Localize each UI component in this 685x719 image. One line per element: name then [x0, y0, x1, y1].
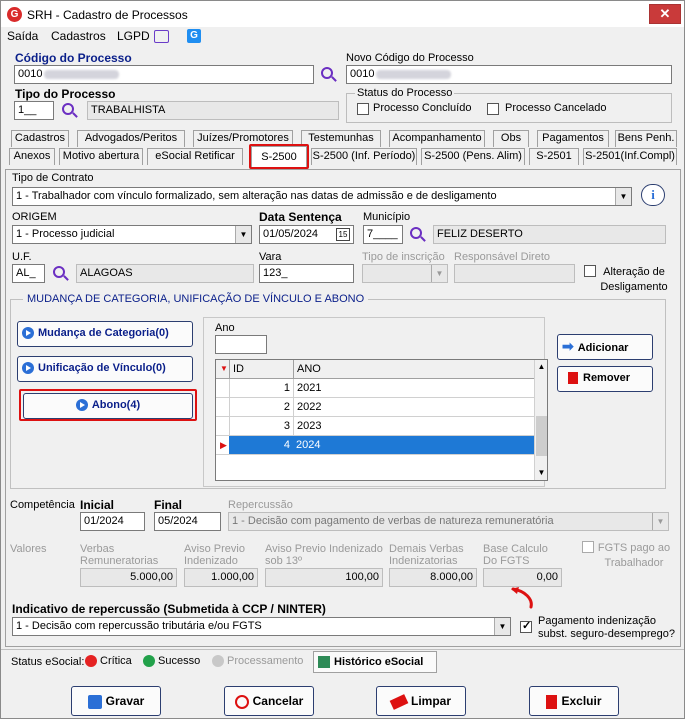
uf-label: U.F.: [12, 251, 32, 263]
base-label: Base Calculo Do FGTS: [483, 543, 548, 567]
table-row[interactable]: [216, 379, 534, 398]
arrow-right-icon: ➡: [562, 338, 574, 354]
indicativo-label: Indicativo de repercussão (Submetida à CCP / NINTER): [12, 602, 326, 616]
scrollbar-thumb[interactable]: [536, 416, 547, 456]
monitor-icon[interactable]: [154, 30, 169, 43]
table-row-selected[interactable]: [216, 436, 534, 455]
cancel-icon: [235, 695, 249, 709]
abono-grid: [215, 359, 548, 481]
menu-lgpd[interactable]: LGPD: [117, 29, 150, 43]
grid-header-id[interactable]: ID: [229, 360, 293, 378]
tab-pagamentos[interactable]: Pagamentos: [537, 130, 609, 147]
search-icon[interactable]: [410, 227, 422, 239]
grid-cell-id: 2: [229, 398, 293, 416]
tab-s2500[interactable]: S-2500: [251, 146, 307, 169]
historico-esocial-button[interactable]: Histórico eSocial: [313, 651, 437, 673]
final-field[interactable]: 05/2024: [154, 512, 221, 531]
cancelado-checkbox[interactable]: [487, 103, 499, 115]
adicionar-button[interactable]: ➡ Adicionar: [557, 334, 653, 360]
data-sentenca-label: Data Sentença: [259, 210, 342, 224]
municipio-name: FELIZ DESERTO: [433, 225, 666, 244]
status-esocial-label: Status eSocial:: [11, 656, 85, 668]
uf-name: ALAGOAS: [76, 264, 254, 283]
remover-button[interactable]: Remover: [557, 366, 653, 392]
gravar-button[interactable]: Gravar: [71, 686, 161, 716]
search-icon[interactable]: [53, 266, 65, 278]
abono-button[interactable]: Abono(4): [23, 393, 193, 419]
inicial-field[interactable]: 01/2024: [80, 512, 145, 531]
responsavel-field[interactable]: [454, 264, 575, 283]
tab-anexos[interactable]: Anexos: [9, 148, 55, 165]
tab-s2500-inf-periodo[interactable]: S-2500 (Inf. Período): [311, 148, 417, 165]
grid-scrollbar[interactable]: [534, 360, 547, 480]
calendar-icon[interactable]: 15: [336, 228, 350, 241]
play-icon: [22, 327, 34, 339]
valores-label: Valores: [10, 543, 47, 555]
pagamento-checkbox[interactable]: ✓: [522, 620, 532, 632]
search-icon[interactable]: [62, 103, 74, 115]
codigo-field[interactable]: 0010: [14, 65, 314, 84]
grid-cell-id: 3: [229, 417, 293, 435]
demais-label: Demais Verbas Indenizatorias: [389, 543, 464, 567]
window-title: SRH - Cadastro de Processos: [27, 8, 188, 22]
fgts-label: FGTS pago ao Trabalhador: [597, 542, 671, 569]
sort-icon[interactable]: ▼: [220, 364, 228, 373]
verbas-label: Verbas Remuneratorias: [80, 543, 159, 567]
responsavel-label: Responsável Direto: [454, 251, 550, 263]
chevron-down-icon[interactable]: ▼: [431, 265, 447, 282]
aviso-label: Aviso Previo Indenizado: [184, 543, 245, 567]
tab-juizes[interactable]: Juízes/Promotores: [193, 130, 293, 147]
row-indicator-icon: ▶: [220, 440, 227, 450]
cancelar-button[interactable]: Cancelar: [224, 686, 314, 716]
verbas-field: 5.000,00: [80, 568, 177, 587]
tipo-contrato-select[interactable]: 1 - Trabalhador com vínculo formalizado, sem alteração nas datas de admissão e de desligamento: [12, 187, 632, 206]
highlight-abono: [19, 389, 197, 421]
tab-s2500-pens-alim[interactable]: S-2500 (Pens. Alim): [421, 148, 525, 165]
tipo-contrato-label: Tipo de Contrato: [12, 172, 94, 184]
unificacao-vinculo-button[interactable]: Unificação de Vínculo(0): [17, 356, 193, 382]
chevron-down-icon[interactable]: ▼: [615, 188, 631, 205]
close-button[interactable]: ✕: [649, 4, 681, 24]
grid-cell-ano: 2022: [293, 398, 533, 416]
municipio-code[interactable]: 7____: [363, 225, 403, 244]
menu-bar: [1, 27, 684, 47]
chevron-down-icon[interactable]: ▼: [652, 513, 668, 530]
aviso13-label: Aviso Previo Indenizado sob 13º: [265, 543, 383, 567]
tab-motivo-abertura[interactable]: Motivo abertura: [59, 148, 143, 165]
search-icon[interactable]: [321, 67, 333, 79]
mudanca-legend: MUDANÇA DE CATEGORIA, UNIFICAÇÃO DE VÍNCULO E ABONO: [23, 293, 368, 305]
status-critica: Crítica: [85, 655, 132, 667]
play-icon: [22, 362, 34, 374]
competencia-label: Competência: [10, 499, 75, 511]
alteracao-label: Alteração de Desligamento: [600, 266, 668, 293]
codigo-label: Código do Processo: [15, 51, 132, 65]
origem-select[interactable]: 1 - Processo judicial: [12, 225, 252, 244]
trash-icon: [546, 695, 557, 709]
trash-icon: [568, 372, 578, 384]
tab-testemunhas[interactable]: Testemunhas: [301, 130, 381, 147]
status-processamento: Processamento: [212, 655, 303, 667]
save-icon: [88, 695, 102, 709]
grid-cell-id: 1: [229, 379, 293, 397]
concluido-label: Processo Concluído: [373, 102, 472, 114]
highlight-s2500: [249, 144, 309, 169]
fgts-checkbox[interactable]: [582, 541, 594, 553]
origem-label: ORIGEM: [12, 211, 57, 223]
tab-obs[interactable]: Obs: [493, 130, 529, 147]
grid-header: [216, 360, 534, 379]
concluido-checkbox[interactable]: [357, 103, 369, 115]
ano-label: Ano: [215, 322, 235, 334]
vara-field[interactable]: 123_: [259, 264, 354, 283]
demais-field: 8.000,00: [389, 568, 477, 587]
tab-esocial-retificar[interactable]: eSocial Retificar: [147, 148, 243, 165]
aviso13-field: 100,00: [265, 568, 383, 587]
chevron-down-icon[interactable]: ▼: [537, 468, 546, 477]
uf-code[interactable]: AL_: [12, 264, 45, 283]
municipio-label: Município: [363, 211, 411, 223]
mudanca-categoria-button[interactable]: Mudança de Categoria(0): [17, 321, 193, 347]
status-sucesso: Sucesso: [143, 655, 200, 667]
chevron-up-icon[interactable]: ▲: [537, 362, 546, 371]
annotation-arrow-icon: [507, 585, 539, 611]
tab-cadastros[interactable]: Cadastros: [11, 130, 69, 147]
title-bar: [1, 1, 684, 27]
tipo-inscricao-label: Tipo de inscrição: [362, 251, 445, 263]
grid-cell-ano: 2021: [293, 379, 533, 397]
excluir-button[interactable]: Excluir: [529, 686, 619, 716]
limpar-button[interactable]: Limpar: [376, 686, 466, 716]
table-row[interactable]: [216, 417, 534, 436]
grid-cell-ano: 2024: [293, 436, 534, 454]
final-label: Final: [154, 498, 183, 512]
menu-cadastros[interactable]: Cadastros: [51, 29, 106, 43]
data-sentenca-field[interactable]: 01/05/2024: [259, 225, 354, 244]
grid-header-ano[interactable]: ANO: [293, 360, 533, 378]
tab-advogados[interactable]: Advogados/Peritos: [77, 130, 185, 147]
tipo-processo-label: Tipo do Processo: [15, 87, 116, 101]
ano-field[interactable]: [215, 335, 267, 354]
grid-cell-ano: 2023: [293, 417, 533, 435]
tab-s2501-inf-compl[interactable]: S-2501(Inf.Compl): [583, 148, 677, 165]
tab-acompanhamento[interactable]: Acompanhamento: [389, 130, 485, 147]
eraser-icon: [390, 694, 409, 710]
table-row[interactable]: [216, 398, 534, 417]
repercussao-label: Repercussão: [228, 499, 293, 511]
base-field: 0,00: [483, 568, 562, 587]
history-icon: [318, 656, 330, 668]
grid-cell-id: 4: [229, 436, 293, 454]
chevron-down-icon[interactable]: ▼: [494, 618, 510, 635]
alteracao-checkbox[interactable]: [584, 265, 596, 277]
green-dot-icon: [143, 655, 155, 667]
info-icon[interactable]: i: [641, 184, 665, 206]
vara-label: Vara: [259, 251, 282, 263]
repercussao-select[interactable]: 1 - Decisão com pagamento de verbas de natureza remuneratória: [228, 512, 669, 531]
aviso-field: 1.000,00: [184, 568, 258, 587]
status-legend: Status do Processo: [357, 87, 453, 99]
novo-codigo-field[interactable]: 0010: [346, 65, 672, 84]
tipo-processo-desc: TRABALHISTA: [87, 101, 339, 120]
tipo-processo-code[interactable]: 1__: [14, 101, 54, 120]
cancelado-label: Processo Cancelado: [505, 102, 607, 114]
novo-codigo-label: Novo Código do Processo: [346, 52, 474, 64]
app-logo-icon: G: [7, 7, 22, 22]
red-dot-icon: [85, 655, 97, 667]
menu-saida[interactable]: Saída: [7, 29, 39, 43]
indicativo-select[interactable]: 1 - Decisão com repercussão tributária e/ou FGTS: [12, 617, 511, 636]
inicial-label: Inicial: [80, 498, 115, 512]
chevron-down-icon[interactable]: ▼: [235, 226, 251, 243]
pagamento-label: Pagamento indenização subst. seguro-desemprego?: [538, 615, 675, 640]
gray-dot-icon: [212, 655, 224, 667]
g-icon[interactable]: G: [187, 29, 201, 43]
tab-bens-penh[interactable]: Bens Penh.: [615, 130, 677, 147]
tab-s2501[interactable]: S-2501: [529, 148, 579, 165]
